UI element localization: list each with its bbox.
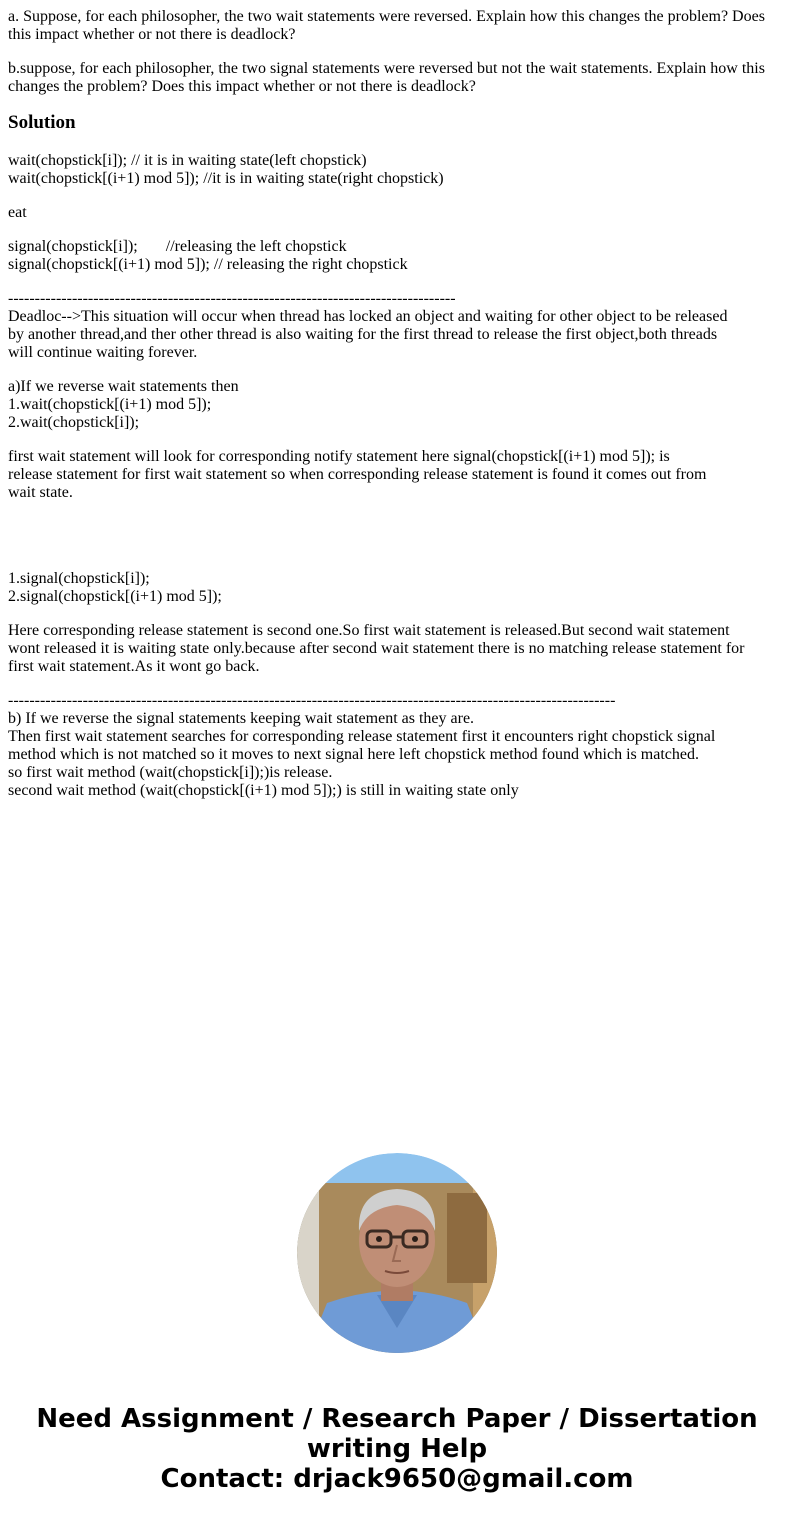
part-b-line: method which is not matched so it moves to next signal here left chopstick method found which is matched. <box>8 746 699 763</box>
code-line: wait(chopstick[i]); // it is in waiting state(left chopstick) <box>8 152 367 169</box>
explain-line: wont released it is waiting state only.because after second wait statement there is no matching release statement for <box>8 640 745 657</box>
explain-line: release statement for first wait statement so when corresponding release statement is found it comes out from <box>8 466 707 483</box>
code-line: wait(chopstick[(i+1) mod 5]); //it is in waiting state(right chopstick) <box>8 170 444 187</box>
signal-block <box>8 570 778 606</box>
eat-line <box>8 204 778 222</box>
code-line: signal(chopstick[(i+1) mod 5]); // releasing the right chopstick <box>8 256 408 273</box>
deadlock-line: by another thread,and ther other thread is also waiting for the first thread to release the first object,both threads <box>8 326 718 343</box>
code-line: eat <box>8 204 27 221</box>
question-a-line: this impact whether or not there is deadlock? <box>8 26 296 43</box>
divider-line: ------------------------------------------------------------------------------------ <box>8 290 456 307</box>
explain-line: Here corresponding release statement is second one.So first wait statement is released.But second wait statement <box>8 622 730 639</box>
solution-heading: Solution <box>8 112 76 133</box>
explain-line: first wait statement.As it wont go back. <box>8 658 260 675</box>
part-a-line: a)If we reverse wait statements then <box>8 378 239 395</box>
explain-line: wait state. <box>8 484 73 501</box>
part-b-line: Then first wait statement searches for corresponding release statement first it encounters right chopstick signal <box>8 728 716 745</box>
deadlock-line: will continue waiting forever. <box>8 344 198 361</box>
deadlock-block <box>8 290 778 362</box>
part-b-line: b) If we reverse the signal statements keeping wait statement as they are. <box>8 710 475 727</box>
part-a-explanation <box>8 448 778 502</box>
question-b-line: b.suppose, for each philosopher, the two signal statements were reversed but not the wait statements. Explain how this <box>8 60 765 77</box>
contact-line: Contact: drjack9650@gmail.com <box>160 1464 634 1494</box>
code-wait-block <box>8 152 778 188</box>
part-a-line: 2.wait(chopstick[i]); <box>8 414 140 431</box>
promo-line: Need Assignment / Research Paper / Dissertation <box>36 1404 758 1434</box>
question-b-line: changes the problem? Does this impact whether or not there is deadlock? <box>8 78 476 95</box>
explain-line: first wait statement will look for corresponding notify statement here signal(chopstick[(i+1) mod 5]); is <box>8 448 670 465</box>
signal-line: 2.signal(chopstick[(i+1) mod 5]); <box>8 588 222 605</box>
divider-line: ------------------------------------------------------------------------------------------------------------------ <box>8 692 616 709</box>
deadlock-line: Deadloc-->This situation will occur when thread has locked an object and waiting for other object to be released <box>8 308 728 325</box>
spacer <box>8 518 778 570</box>
part-a-line: 1.wait(chopstick[(i+1) mod 5]); <box>8 396 212 413</box>
release-explanation <box>8 622 778 676</box>
promo-footer <box>0 1404 794 1494</box>
code-signal-block <box>8 238 778 274</box>
code-line: signal(chopstick[i]); //releasing the left chopstick <box>8 238 347 255</box>
part-b-line: so first wait method (wait(chopstick[i]);)is release. <box>8 764 333 781</box>
part-b-line: second wait method (wait(chopstick[(i+1) mod 5]);) is still in waiting state only <box>8 782 519 799</box>
author-portrait <box>297 1153 497 1353</box>
document-body <box>8 8 778 816</box>
question-a <box>8 8 778 44</box>
question-b <box>8 60 778 96</box>
promo-line: writing Help <box>306 1434 488 1464</box>
author-avatar <box>297 1153 497 1353</box>
question-a-line: a. Suppose, for each philosopher, the two wait statements were reversed. Explain how this changes the problem? Does <box>8 8 765 25</box>
part-b-block <box>8 692 778 800</box>
part-a-block <box>8 378 778 432</box>
signal-line: 1.signal(chopstick[i]); <box>8 570 150 587</box>
